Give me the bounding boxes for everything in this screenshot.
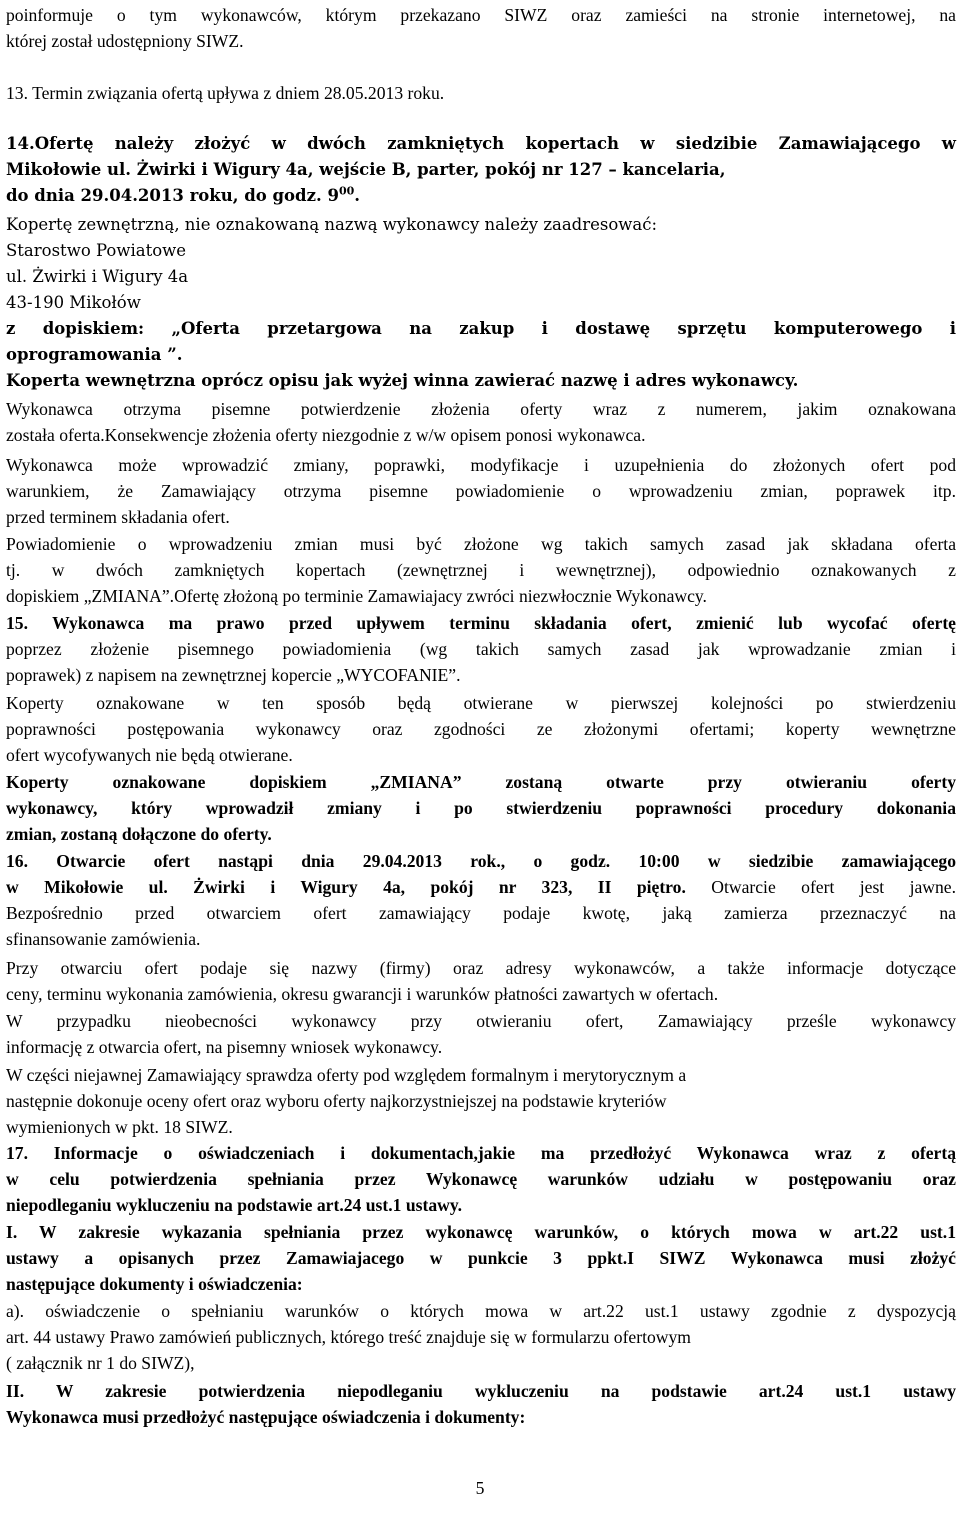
section-13-text: 13. Termin związania ofertą upływa z dniem 28.05.2013 roku. <box>6 83 445 103</box>
section-16 <box>6 848 956 952</box>
text-line: Wykonawca otrzyma pisemne potwierdzenie złożenia oferty wraz z numerem, jakim oznakowana <box>6 399 956 419</box>
text-line: zmian, zostaną dołączone do oferty. <box>6 824 272 844</box>
opening-place-text: w Mikołowie ul. Żwirki i Wigury 4a, pokój nr 323, II piętro. <box>6 877 686 897</box>
section-17-I <box>6 1219 956 1297</box>
text-line: ofert wycofywanych nie będą otwierane. <box>6 745 293 765</box>
text-line: Koperty oznakowane dopiskiem „ZMIANA” zostaną otwarte przy otwieraniu oferty <box>6 772 956 792</box>
notice-paragraph <box>6 531 956 609</box>
text-line: Kopertę zewnętrzną, nie oznakowaną nazwą wykonawcy należy zaadresować: <box>6 215 658 234</box>
text-line: poprawności postępowania wykonawcy oraz zgodności ze złożonymi ofertami; koperty wewnętrzne <box>6 719 956 739</box>
text-line: w celu potwierdzenia spełniania przez Wykonawcę warunków udziału w postępowaniu oraz <box>6 1169 956 1189</box>
text-line: II. W zakresie potwierdzenia niepodleganiu wykluczeniu na podstawie art.24 ust.1 ustawy <box>6 1381 956 1401</box>
text-line: została oferta.Konsekwencje złożenia oferty niezgodnie z w/w opisem ponosi wykonawca. <box>6 425 646 445</box>
text-line: 16. Otwarcie ofert nastąpi dnia 29.04.2013 rok., o godz. 10:00 w siedzibie zamawiającego <box>6 851 956 871</box>
text-line: ceny, terminu wykonania zamówienia, okresu gwarancji i warunków płatności zawartych w ofertach. <box>6 984 719 1004</box>
page-number: 5 <box>475 1478 485 1498</box>
text-line: warunkiem, że Zamawiający otrzyma pisemne powiadomienie o wprowadzeniu zmian, poprawek itp. <box>6 481 956 501</box>
text-line: dopiskiem „ZMIANA”.Ofertę złożoną po terminie Zamawiajacy zwróci niezwłocznie Wykonawcy. <box>6 586 707 606</box>
text-line: ustawy a opisanych przez Zamawiajacego w punkcie 3 ppkt.I SIWZ Wykonawca musi złożyć <box>6 1248 956 1268</box>
text-line: poprawek) z napisem na zewnętrznej kopercie „WYCOFANIE”. <box>6 665 461 685</box>
zmiana-paragraph <box>6 769 956 847</box>
text-line: niepodleganiu wykluczeniu na podstawie art.24 ust.1 ustawy. <box>6 1195 463 1215</box>
text-line: W przypadku nieobecności wykonawcy przy otwieraniu ofert, Zamawiający prześle wykonawcy <box>6 1011 956 1031</box>
section-15 <box>6 610 956 688</box>
section-17 <box>6 1140 956 1218</box>
changes-paragraph <box>6 452 956 530</box>
text-line: sfinansowanie zamówienia. <box>6 929 201 949</box>
deadline-line <box>6 183 956 209</box>
text-line: 17. Informacje o oświadczeniach i dokumentach,jakie ma przedłożyć Wykonawca wraz z ofertą <box>6 1143 956 1163</box>
text-line: 15. Wykonawca ma prawo przed upływem terminu składania ofert, zmienić lub wycofać ofertę <box>6 613 956 633</box>
intro-paragraph <box>6 2 956 54</box>
text-line: Wykonawca może wprowadzić zmiany, poprawki, modyfikacje i uzupełnienia do złożonych ofert pod <box>6 455 956 475</box>
text-line: Koperty oznakowane w ten sposób będą otwierane w pierwszej kolejności po stwierdzeniu <box>6 693 956 713</box>
section-17-II <box>6 1378 956 1430</box>
text-line: wymienionych w pkt. 18 SIWZ. <box>6 1117 233 1137</box>
envelope-address <box>6 212 956 394</box>
text-line: informację z otwarcia ofert, na pisemny wniosek wykonawcy. <box>6 1037 443 1057</box>
envelopes-paragraph <box>6 690 956 768</box>
text-line: Mikołowie ul. Żwirki i Wigury 4a, wejście B, parter, pokój nr 127 – kancelaria, <box>6 160 726 179</box>
text-line: Koperta wewnętrzna oprócz opisu jak wyżej winna zawierać nazwę i adres wykonawcy. <box>6 371 799 390</box>
text-line: następujące dokumenty i oświadczenia: <box>6 1274 303 1294</box>
opening-info-paragraph <box>6 955 956 1007</box>
text-line: Powiadomienie o wprowadzeniu zmian musi być złożone wg takich samych zasad jak składana oferta <box>6 534 956 554</box>
text-line: W części niejawnej Zamawiający sprawdza oferty pod względem formalnym i merytorycznym a <box>6 1065 687 1085</box>
text-line: której został udostępniony SIWZ. <box>6 31 244 51</box>
text-line: Przy otwarciu ofert podaje się nazwy (firmy) oraz adresy wykonawców, a także informacje dotyczące <box>6 958 956 978</box>
text-line: 43-190 Mikołów <box>6 293 141 312</box>
opening-public-text: Otwarcie ofert jest jawne. <box>685 877 956 897</box>
section-14 <box>6 131 956 209</box>
closed-part-paragraph <box>6 1062 956 1140</box>
text-line: 14.Ofertę należy złożyć w dwóch zamkniętych kopertach w siedzibie Zamawiającego w <box>6 134 956 153</box>
text-line: Wykonawca musi przedłożyć następujące oświadczenia i dokumenty: <box>6 1407 526 1427</box>
text-line: z dopiskiem: „Oferta przetargowa na zakup i dostawę sprzętu komputerowego i <box>6 319 956 338</box>
text-line: poprzez złożenie pisemnego powiadomienia (wg takich samych zasad jak wprowadzanie zmian i <box>6 639 956 659</box>
deadline-period: . <box>354 186 360 205</box>
text-line: oprogramowania ”. <box>6 345 183 364</box>
text-line: Starostwo Powiatowe <box>6 241 187 260</box>
text-line: Bezpośrednio przed otwarciem ofert zamawiający podaje kwotę, jaką zamierza przeznaczyć na <box>6 903 956 923</box>
section-13 <box>6 80 956 106</box>
text-line: wykonawcy, który wprowadził zmiany i po stwierdzeniu poprawności procedury dokonania <box>6 798 956 818</box>
text-line: przed terminem składania ofert. <box>6 507 230 527</box>
text-line: art. 44 ustawy Prawo zamówień publicznych, którego treść znajduje się w formularzu ofertowym <box>6 1327 691 1347</box>
deadline-text: do dnia 29.04.2013 roku, do godz. 9 <box>6 186 339 205</box>
text-line: poinformuje o tym wykonawców, którym przekazano SIWZ oraz zamieści na stronie internetowej, na <box>6 5 956 25</box>
text-line: tj. w dwóch zamkniętych kopertach (zewnętrznej i wewnętrznej), odpowiednio oznakowanych z <box>6 560 956 580</box>
confirmation-paragraph <box>6 396 956 448</box>
deadline-superscript: 00 <box>338 184 355 198</box>
text-line: a). oświadczenie o spełnianiu warunków o których mowa w art.22 ust.1 ustawy zgodnie z dyspozycją <box>6 1301 956 1321</box>
opening-place-line <box>6 874 956 900</box>
text-line: następnie dokonuje oceny ofert oraz wyboru oferty najkorzystniejszej na podstawie kryteriów <box>6 1091 667 1111</box>
absence-paragraph <box>6 1008 956 1060</box>
section-17-a <box>6 1298 956 1376</box>
text-line: I. W zakresie wykazania spełniania przez wykonawcę warunków, o których mowa w art.22 ust.1 <box>6 1222 956 1242</box>
text-line: ul. Żwirki i Wigury 4a <box>6 267 189 286</box>
text-line: ( załącznik nr 1 do SIWZ), <box>6 1353 195 1373</box>
